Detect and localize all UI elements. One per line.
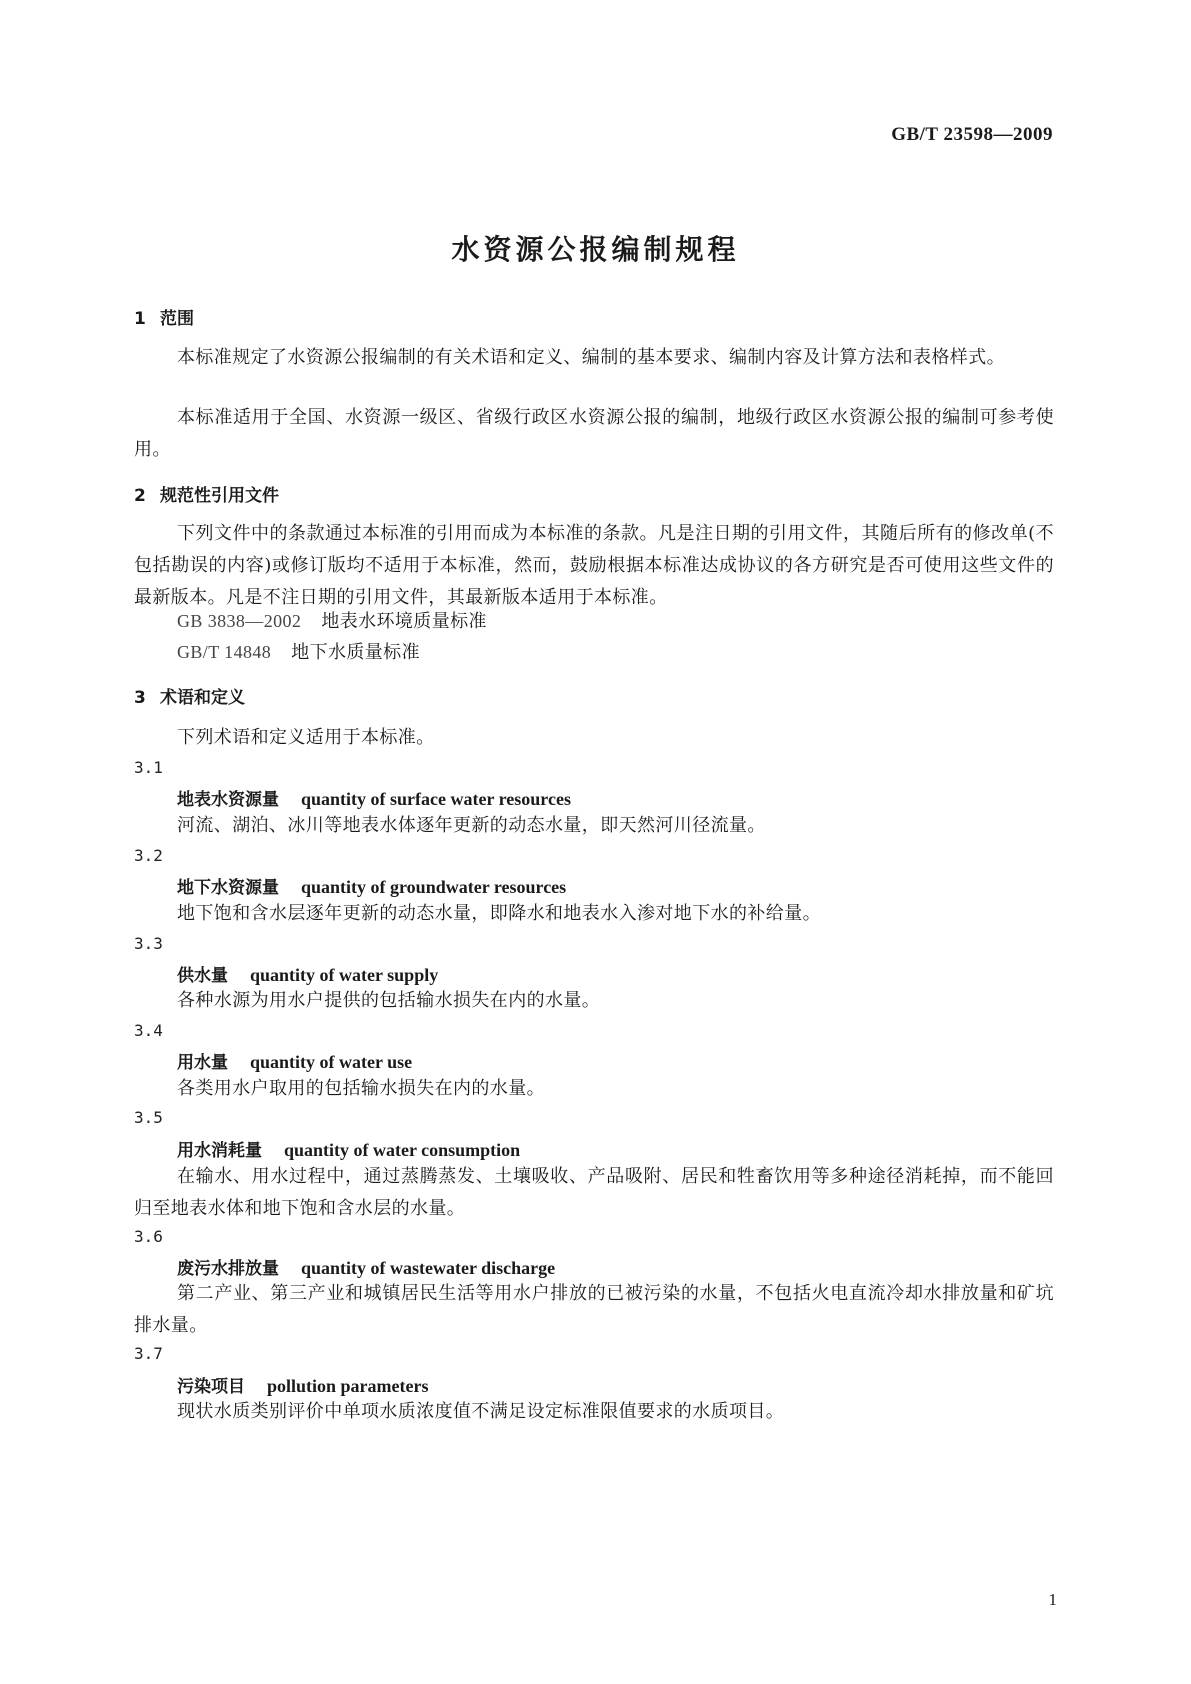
term-name-zh: 供水量 (177, 966, 228, 986)
term-definition: 现状水质类别评价中单项水质浓度值不满足设定标准限值要求的水质项目。 (177, 1401, 785, 1422)
paragraph: 本标准适用于全国、水资源一级区、省级行政区水资源公报的编制，地级行政区水资源公报的编制可参考使用。 (134, 407, 1054, 460)
reference-code: GB/T 14848 (177, 642, 272, 662)
term-name-en: quantity of groundwater resources (301, 877, 567, 897)
section-heading-normative-references (134, 481, 279, 506)
page-number: 1 (1048, 1590, 1057, 1609)
term-number: 3.1 (134, 758, 163, 777)
term-definition: 地下饱和含水层逐年更新的动态水量，即降水和地表水入渗对地下水的补给量。 (177, 903, 821, 924)
term-heading (177, 785, 571, 810)
term-name-zh: 污染项目 (177, 1377, 245, 1397)
reference-code: GB 3838—2002 (177, 611, 302, 631)
term-heading (177, 1136, 520, 1161)
term-heading (177, 873, 566, 898)
term-name-en: quantity of water use (250, 1052, 413, 1072)
term-definition: 各种水源为用水户提供的包括输水损失在内的水量。 (177, 990, 601, 1011)
term-number: 3.4 (134, 1021, 163, 1040)
term-name-zh: 地表水资源量 (177, 790, 279, 810)
term-number: 3.6 (134, 1227, 163, 1246)
reference-item (177, 607, 487, 633)
term-name-zh: 废污水排放量 (177, 1259, 279, 1279)
term-name-en: quantity of surface water resources (301, 789, 571, 809)
term-name-en: pollution parameters (267, 1376, 429, 1396)
reference-name: 地下水质量标准 (291, 642, 420, 663)
document-title: 水资源公报编制规程 (451, 233, 740, 266)
term-name-zh: 地下水资源量 (177, 878, 279, 898)
paragraph: 下列文件中的条款通过本标准的引用而成为本标准的条款。凡是注日期的引用文件，其随后所有的修改单(不包括勘误的内容)或修订版均不适用于本标准，然而，鼓励根据本标准达成协议的各方研究是否可使用这些文件的最新版本。凡是不注日期的引用文件，其最新版本适用于本标准。 (134, 523, 1054, 608)
section-number: 1 (134, 309, 146, 329)
term-name-en: quantity of water consumption (284, 1140, 521, 1160)
term-definition: 各类用水户取用的包括输水损失在内的水量。 (177, 1078, 545, 1099)
term-number: 3.2 (134, 846, 163, 865)
section-number: 2 (134, 486, 146, 506)
term-name-en: quantity of wastewater discharge (301, 1258, 556, 1278)
term-number: 3.3 (134, 934, 163, 953)
section-title: 范围 (160, 309, 194, 329)
term-name-en: quantity of water supply (250, 965, 439, 985)
term-number: 3.7 (134, 1344, 163, 1363)
reference-item (177, 638, 420, 664)
term-name-zh: 用水消耗量 (177, 1141, 262, 1161)
term-definition: 在输水、用水过程中，通过蒸腾蒸发、土壤吸收、产品吸附、居民和牲畜饮用等多种途径消耗掉，而不能回归至地表水体和地下饱和含水层的水量。 (134, 1166, 1054, 1219)
term-heading (177, 1048, 412, 1073)
paragraph: 下列术语和定义适用于本标准。 (177, 727, 435, 748)
section-number: 3 (134, 688, 146, 708)
term-definition: 第二产业、第三产业和城镇居民生活等用水户排放的已被污染的水量，不包括火电直流冷却水排放量和矿坑排水量。 (134, 1283, 1054, 1336)
term-definition: 河流、湖泊、冰川等地表水体逐年更新的动态水量，即天然河川径流量。 (177, 815, 766, 836)
standard-number: GB/T 23598—2009 (891, 124, 1053, 145)
term-number: 3.5 (134, 1108, 163, 1127)
term-heading (177, 1372, 429, 1397)
paragraph: 本标准规定了水资源公报编制的有关术语和定义、编制的基本要求、编制内容及计算方法和表格样式。 (177, 347, 1005, 368)
term-name-zh: 用水量 (177, 1053, 228, 1073)
section-title: 规范性引用文件 (160, 486, 279, 506)
term-heading (177, 961, 438, 986)
section-heading-scope (134, 304, 194, 329)
term-heading (177, 1254, 555, 1279)
section-title: 术语和定义 (160, 688, 245, 708)
section-heading-terms (134, 683, 245, 708)
reference-name: 地表水环境质量标准 (321, 611, 487, 632)
